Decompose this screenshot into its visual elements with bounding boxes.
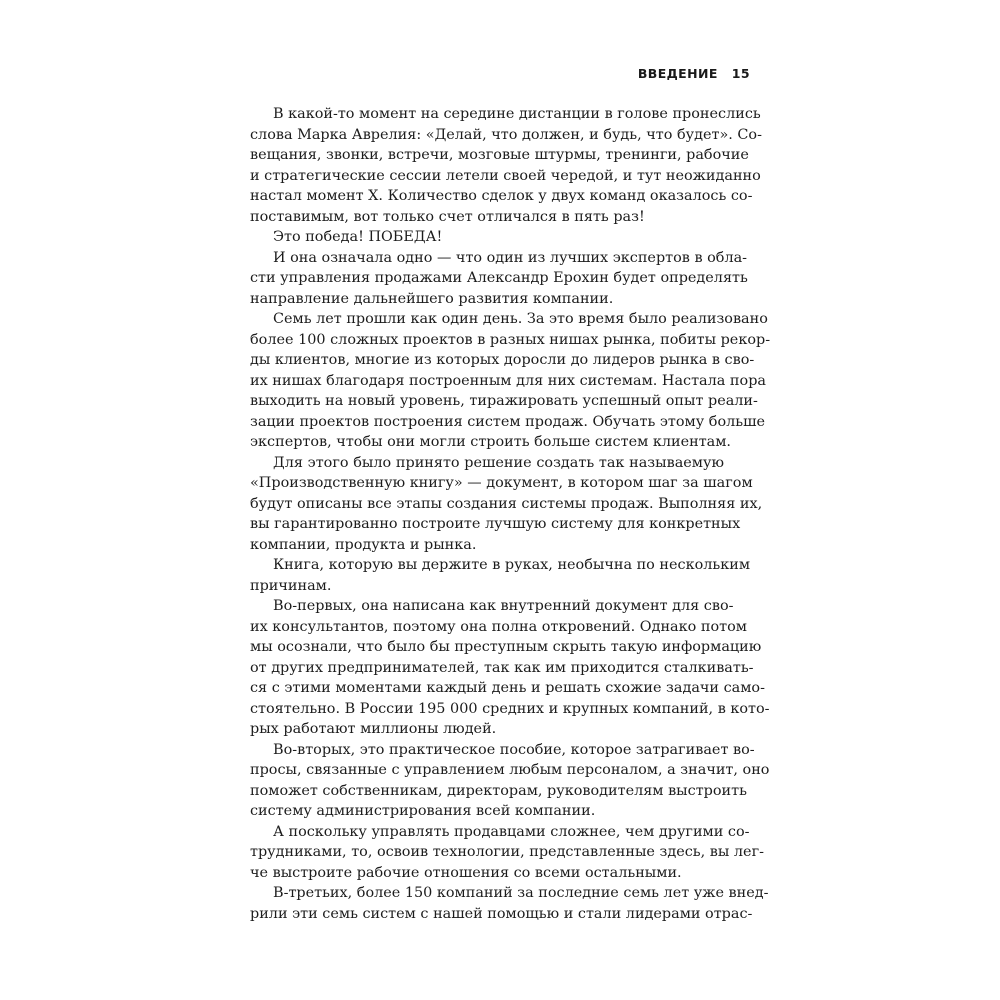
section-title: ВВЕДЕНИЕ [637,66,718,81]
text-line: «Производственную книгу» — документ, в котором шаг за шагом [250,475,753,491]
text-line: экспертов, чтобы они могли строить больше систем клиентам. [250,434,731,450]
text-line: Во-первых, она написана как внутренний документ для сво- [273,598,734,614]
text-line: И она означала одно — что один из лучших экспертов в обла- [273,249,748,266]
page-number: 15 [731,66,750,81]
text-line: сти управления продажами Александр Ерохин будет определять [250,270,748,286]
text-line: рили эти семь систем с нашей помощью и стали лидерами отрас- [250,905,753,922]
text-line: А поскольку управлять продавцами сложнее, чем другими со- [273,823,750,840]
text-line: компании, продукта и рынка. [250,536,477,553]
text-line: будут описаны все этапы создания системы продаж. Выполняя их, [250,495,763,512]
text-line: Во-вторых, это практическое пособие, которое затрагивает во- [273,741,755,758]
text-line: от других предпринимателей, так как им приходится сталкивать- [250,659,754,676]
text-line: поставимым, вот только счет отличался в пять раз! [250,208,645,225]
text-line: стоятельно. В России 195 000 средних и крупных компаний, в кото- [250,700,770,717]
text-line: настал момент X. Количество сделок у двух команд оказалось со- [250,188,753,204]
text-line: их нишах благодаря построенным для них системам. Настала пора [250,372,766,389]
text-line: просы, связанные с управлением любым персоналом, а значит, оно [250,762,770,778]
text-line: их консультантов, поэтому она полна откровений. Однако потом [250,618,747,635]
text-line: зации проектов построения систем продаж. Обучать этому больше [250,413,765,430]
text-line: В какой-то момент на середине дистанции в голове пронеслись [273,106,761,122]
text-line: вещания, звонки, встречи, мозговые штурмы, тренинги, рабочие [250,147,749,163]
text-line: систему администрирования всей компании. [250,803,596,819]
text-line: че выстроите рабочие отношения со всеми остальными. [250,864,682,881]
text-line: причинам. [250,577,332,594]
text-line: поможет собственникам, директорам, руководителям выстроить [250,782,747,799]
running-head [638,66,750,81]
text-line: Для этого было принято решение создать так называемую [273,454,724,471]
text-line: Это победа! ПОБЕДА! [273,229,443,245]
text-line: ды клиентов, многие из которых доросли до лидеров рынка в сво- [250,352,755,368]
text-line: и стратегические сессии летели своей чередой, и тут неожиданно [250,167,761,184]
text-line: Семь лет прошли как один день. За это время было реализовано [273,311,768,327]
text-line: более 100 сложных проектов в разных нишах рынка, побиты рекор- [250,331,771,348]
text-line: направление дальнейшего развития компании. [250,290,614,307]
text-line: рых работают миллионы людей. [250,721,497,737]
body-text [250,104,771,924]
text-line: Книга, которую вы держите в руках, необычна по нескольким [273,557,751,573]
text-line: вы гарантированно построите лучшую систему для конкретных [250,516,741,532]
text-line: слова Марка Аврелия: «Делай, что должен, и будь, что будет». Со- [250,126,762,143]
text-line: выходить на новый уровень, тиражировать успешный опыт реали- [250,393,758,409]
text-line: трудниками, то, освоив технологии, представленные здесь, вы лег- [250,844,764,860]
text-line: мы осознали, что было бы преступным скрыть такую информацию [250,639,762,655]
text-line: В-третьих, более 150 компаний за последние семь лет уже внед- [273,885,769,901]
text-line: ся с этими моментами каждый день и решать схожие задачи само- [250,680,765,696]
